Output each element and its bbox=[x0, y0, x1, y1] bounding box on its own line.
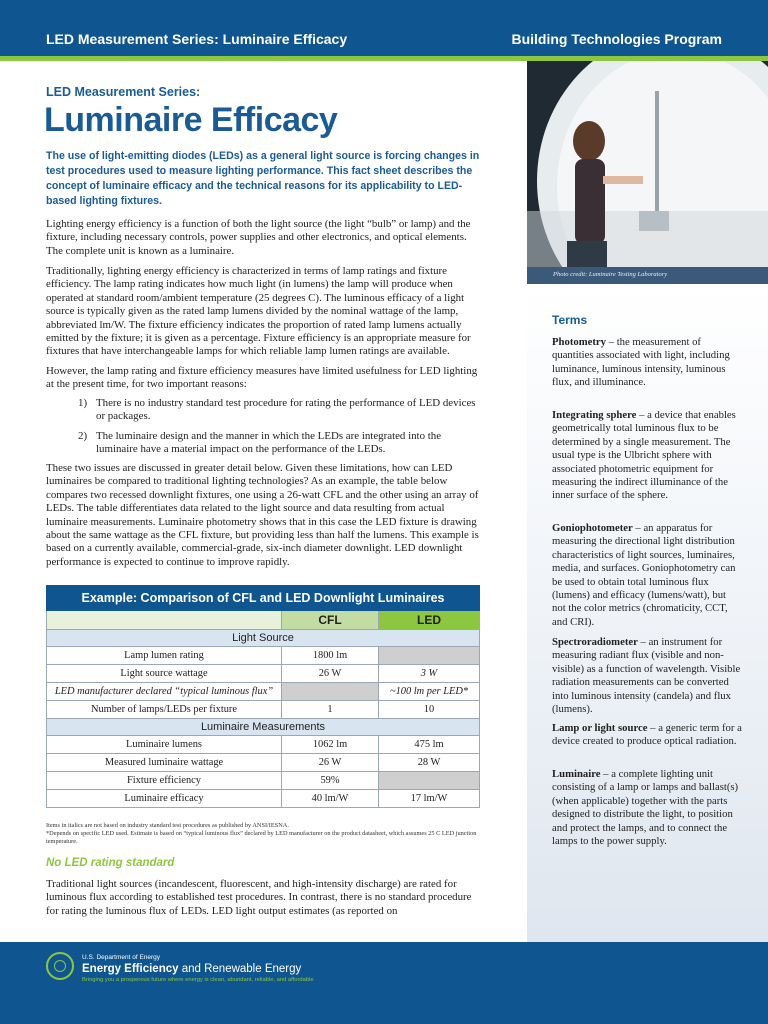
led-value: 475 lm bbox=[379, 736, 480, 754]
term-entry bbox=[552, 409, 742, 503]
term-definition: – an apparatus for measuring the directional light distribution characteristics of light sources, luminaires, media, and surfaces. Goniophotometry can be used to obtain total luminous flux (lumens) and efficacy (lumens/watt), but not the color metrics (chromaticity, CCT, and CRI). bbox=[552, 522, 736, 628]
term-entry bbox=[552, 722, 742, 749]
table-row bbox=[47, 647, 480, 665]
led-value bbox=[379, 772, 480, 790]
table-row bbox=[47, 772, 480, 790]
cfl-value: 1 bbox=[282, 701, 379, 719]
section-subhead: No LED rating standard bbox=[46, 857, 175, 869]
led-value: 3 W bbox=[379, 665, 480, 683]
table-row bbox=[47, 736, 480, 754]
paragraph-4: These two issues are discussed in greater detail below. Given these limitations, how can LED luminaires be compared to traditional lighting technologies? As an example, the table below compares two recessed downlight fixtures, one using a 26-watt CFL and the other using an array of LEDs. The table differentiates data related to the light source and data resulting from actual luminaire measurements. Luminaire photometry shows that in this case the LED fixture is drawing about the same wattage as the CFL fixture, but providing less than half the lumens. This example is based on a currently available, commercial-grade, six-inch diameter downlight. LED downlight performance is expected to continue to improve rapidly. bbox=[46, 462, 479, 568]
footer-office-name bbox=[82, 963, 301, 975]
term-name: Goniophotometer bbox=[552, 522, 633, 534]
row-label: Measured luminaire wattage bbox=[47, 754, 282, 772]
doe-seal-icon bbox=[46, 952, 74, 980]
term-name: Luminaire bbox=[552, 768, 601, 780]
term-name: Spectroradiometer bbox=[552, 636, 638, 648]
article-title: Luminaire Efficacy bbox=[44, 101, 338, 139]
term-name: Photometry bbox=[552, 336, 607, 348]
led-value: ~100 lm per LED* bbox=[379, 683, 480, 701]
row-label: Luminaire lumens bbox=[47, 736, 282, 754]
list-number: 1) bbox=[78, 397, 88, 409]
lab-photo-illustration bbox=[527, 61, 768, 267]
table-row bbox=[47, 683, 480, 701]
row-label: Lamp lumen rating bbox=[47, 647, 282, 665]
row-label: Light source wattage bbox=[47, 665, 282, 683]
cfl-value: 59% bbox=[282, 772, 379, 790]
table-column-header-row bbox=[47, 611, 480, 630]
comparison-table bbox=[46, 585, 480, 808]
table-row bbox=[47, 790, 480, 808]
table-row bbox=[47, 701, 480, 719]
section-light-source: Light Source bbox=[47, 630, 480, 647]
series-title: LED Measurement Series: Luminaire Efficacy bbox=[46, 31, 348, 47]
row-label: Luminaire efficacy bbox=[47, 790, 282, 808]
cfl-value: 26 W bbox=[282, 754, 379, 772]
paragraph-2: Traditionally, lighting energy efficiency is characterized in terms of lamp ratings and fixture efficiency. The lamp rating indicates how much light (in lumens) the lamp will produce when operated at standard room/ambient temperature (25 degrees C). The luminous efficacy of a light source is typically given as the rated lamp lumens divided by the nominal wattage of the lamp, abbreviated lm/W. The fixture efficiency indicates the proportion of rated lamp lumens actually emitted by the fixture; it is given as a percentage. Fixture efficiency is an appropriate measure for fixtures that have interchangeable lamps for which reliable lamp lumen ratings are available. bbox=[46, 265, 471, 358]
program-name: Building Technologies Program bbox=[511, 31, 722, 47]
column-header-led: LED bbox=[379, 611, 480, 630]
paragraph-5: Traditional light sources (incandescent, fluorescent, and high-intensity discharge) are rated for luminous flux according to established test procedures. In contrast, there is no standard procedure for rating the luminous flux of LEDs. LED light output estimates (as reported on bbox=[46, 878, 472, 917]
term-name: Lamp or light source bbox=[552, 722, 648, 734]
row-label: LED manufacturer declared “typical luminous flux” bbox=[47, 683, 282, 701]
photo-credit: Photo credit: Luminaire Testing Laboratory bbox=[553, 271, 668, 278]
led-value: 10 bbox=[379, 701, 480, 719]
term-definition: – a generic term for a device created to produce optical radiation. bbox=[552, 722, 742, 748]
list-item bbox=[78, 397, 482, 424]
list-text: The luminaire design and the manner in which the LEDs are integrated into the luminaire have a material impact on the performance of the LEDs. bbox=[96, 430, 442, 456]
article-kicker: LED Measurement Series: bbox=[46, 85, 201, 99]
table-row bbox=[47, 754, 480, 772]
table-title: Example: Comparison of CFL and LED Downlight Luminaires bbox=[47, 586, 480, 611]
header-bar bbox=[0, 0, 768, 56]
list-text: There is no industry standard test procedure for rating the performance of LED devices or packages. bbox=[96, 397, 476, 423]
footer-tagline: Bringing you a prosperous future where energy is clean, abundant, reliable, and affordable bbox=[82, 977, 314, 983]
footer-office-rest: and Renewable Energy bbox=[178, 963, 302, 975]
column-header-empty bbox=[47, 611, 282, 630]
term-entry bbox=[552, 768, 742, 848]
term-definition: – a complete lighting unit consisting of a lamp or lamps and ballast(s) (when applicable) together with the parts designed to distribute the light, to position and protect the lamps, and to connect the lamps to the power supply. bbox=[552, 768, 739, 848]
photo-caption-bar bbox=[527, 267, 768, 284]
table-row bbox=[47, 665, 480, 683]
terms-heading: Terms bbox=[552, 313, 588, 327]
cfl-value: 1062 lm bbox=[282, 736, 379, 754]
footer-office-bold: Energy Efficiency bbox=[82, 963, 179, 975]
table-section-row bbox=[47, 630, 480, 647]
paragraph-1: Lighting energy efficiency is a function of both the light source (the light “bulb” or lamp) and the fixture, including necessary controls, power supplies and other electronics, and optical elements. The complete unit is known as a luminaire. bbox=[46, 218, 471, 257]
row-label: Fixture efficiency bbox=[47, 772, 282, 790]
table-section-row bbox=[47, 719, 480, 736]
paragraph-3: However, the lamp rating and fixture efficiency measures have limited usefulness for LED lighting at the present time, for two important reasons: bbox=[46, 365, 478, 391]
term-entry bbox=[552, 336, 742, 390]
list-number: 2) bbox=[78, 430, 88, 442]
column-header-cfl: CFL bbox=[282, 611, 379, 630]
cfl-value: 1800 lm bbox=[282, 647, 379, 665]
row-label: Number of lamps/LEDs per fixture bbox=[47, 701, 282, 719]
led-value: 17 lm/W bbox=[379, 790, 480, 808]
footer-department: U.S. Department of Energy bbox=[82, 954, 161, 961]
list-item bbox=[78, 430, 482, 457]
term-definition: – an instrument for measuring radiant flux (visible and non-visible) as a function of wavelength. Visible radiation measurements can be converted into luminous intensity (candela) and flux (lumens). bbox=[552, 636, 741, 716]
term-definition: – a device that enables geometrically total luminous flux to be determined by a single measurement. The usual type is the Ulbricht sphere with associated photometric equipment for measuring the indirect illuminance of the inner surface of the sphere. bbox=[552, 409, 736, 502]
cfl-value: 40 lm/W bbox=[282, 790, 379, 808]
table-footnotes bbox=[46, 822, 482, 846]
term-entry bbox=[552, 522, 742, 629]
term-entry bbox=[552, 636, 742, 716]
lab-photo bbox=[527, 61, 768, 267]
cfl-value bbox=[282, 683, 379, 701]
doe-seal-inner bbox=[54, 960, 66, 972]
cfl-value: 26 W bbox=[282, 665, 379, 683]
section-luminaire-measurements: Luminaire Measurements bbox=[47, 719, 480, 736]
footnote-italics: Items in italics are not based on industry standard test procedures as published by ANSI/IESNA. bbox=[46, 822, 289, 829]
footnote-asterisk: *Depends on specific LED used. Estimate is based on “typical luminous flux” declared by LED manufacturer on the product datasheet, which assumes 25 C LED junction temperature. bbox=[46, 830, 477, 845]
article-intro: The use of light-emitting diodes (LEDs) as a general light source is forcing changes in test procedures used to measure lighting performance. This fact sheet describes the concept of luminaire efficacy and the technical reasons for its applicability to LED-based lighting fixtures. bbox=[46, 150, 480, 207]
term-definition: – the measurement of quantities associated with light, including luminance, luminous intensity, luminous flux, and illuminance. bbox=[552, 336, 730, 389]
led-value: 28 W bbox=[379, 754, 480, 772]
term-name: Integrating sphere bbox=[552, 409, 637, 421]
led-value bbox=[379, 647, 480, 665]
table-title-row bbox=[47, 586, 480, 611]
